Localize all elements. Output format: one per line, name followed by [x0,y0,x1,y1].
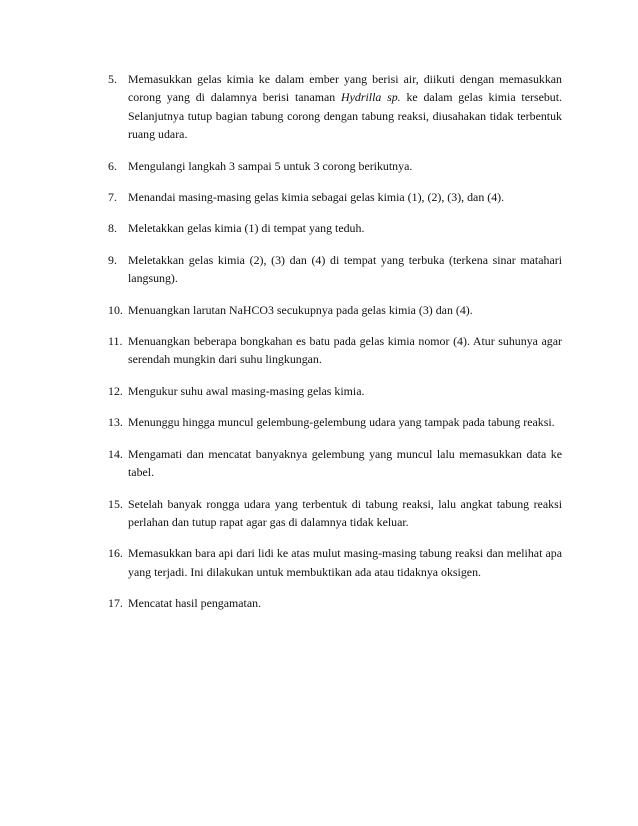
step-text: Meletakkan gelas kimia (1) di tempat yang teduh. [128,221,365,236]
step-number: 6. [108,158,117,173]
step-item-11 [108,332,562,369]
step-number: 15. [108,496,123,511]
step-text: Mengamati dan mencatat banyaknya gelembung yang muncul lalu memasukkan data ke tabel. [128,446,562,480]
step-number: 17. [108,596,123,611]
step-text: Mengukur suhu awal masing-masing gelas kimia. [128,383,365,398]
procedure-steps-list [108,70,562,626]
step-text: Memasukkan bara api dari lidi ke atas mulut masing-masing tabung reaksi dan melihat apa yang terjadi. Ini dilakukan untuk membuktikan ada atau tidaknya oksigen. [128,546,562,579]
step-text-part: ke dalam gelas kimia tersebut. Selanjutnya tutup bagian tabung corong dengan tabung reaksi, diusahakan tidak terbentuk ruang udara. [128,90,563,142]
step-item-17 [108,594,562,612]
step-item-12 [108,382,562,400]
step-number: 11. [108,334,123,349]
step-number: 13. [108,415,123,430]
step-number: 12. [108,383,123,398]
step-item-16 [108,544,562,581]
step-item-5 [108,70,562,144]
step-item-15 [108,495,562,532]
step-text: Mengulangi langkah 3 sampai 5 untuk 3 corong berikutnya. [128,158,413,173]
step-item-7 [108,188,562,206]
step-item-6 [108,157,562,175]
step-number: 8. [108,221,117,236]
step-number: 16. [108,546,123,561]
step-number: 10. [108,302,123,317]
step-text [128,70,562,144]
species-name-italic: Hydrilla sp. [341,90,401,105]
step-text: Menuangkan beberapa bongkahan es batu pada gelas kimia nomor (4). Atur suhunya agar serendah mungkin dari suhu lingkungan. [128,334,562,367]
step-text: Menunggu hingga muncul gelembung-gelembung udara yang tampak pada tabung reaksi. [128,415,555,430]
step-text: Menandai masing-masing gelas kimia sebagai gelas kimia (1), (2), (3), dan (4). [128,190,505,205]
step-text: Setelah banyak rongga udara yang terbentuk di tabung reaksi, lalu angkat tabung reaksi perlahan dan tutup rapat agar gas di dalamnya tidak keluar. [128,496,562,529]
step-text: Meletakkan gelas kimia (2), (3) dan (4) di tempat yang terbuka (terkena sinar matahari langsung). [128,252,562,286]
step-item-13 [108,413,562,431]
step-item-14 [108,445,562,482]
step-text-part: Memasukkan gelas kimia ke dalam ember yang berisi air, diikuti dengan memasukkan corong yang di dalamnya berisi tanaman [128,72,562,105]
step-item-8 [108,219,562,237]
step-item-10 [108,301,562,319]
step-number: 7. [108,190,117,205]
step-number: 9. [108,252,117,267]
step-text: Menuangkan larutan NaHCO3 secukupnya pada gelas kimia (3) dan (4). [128,302,473,317]
step-number: 14. [108,446,123,461]
step-number: 5. [108,72,117,86]
step-text: Mencatat hasil pengamatan. [128,596,262,611]
step-item-9 [108,251,562,288]
